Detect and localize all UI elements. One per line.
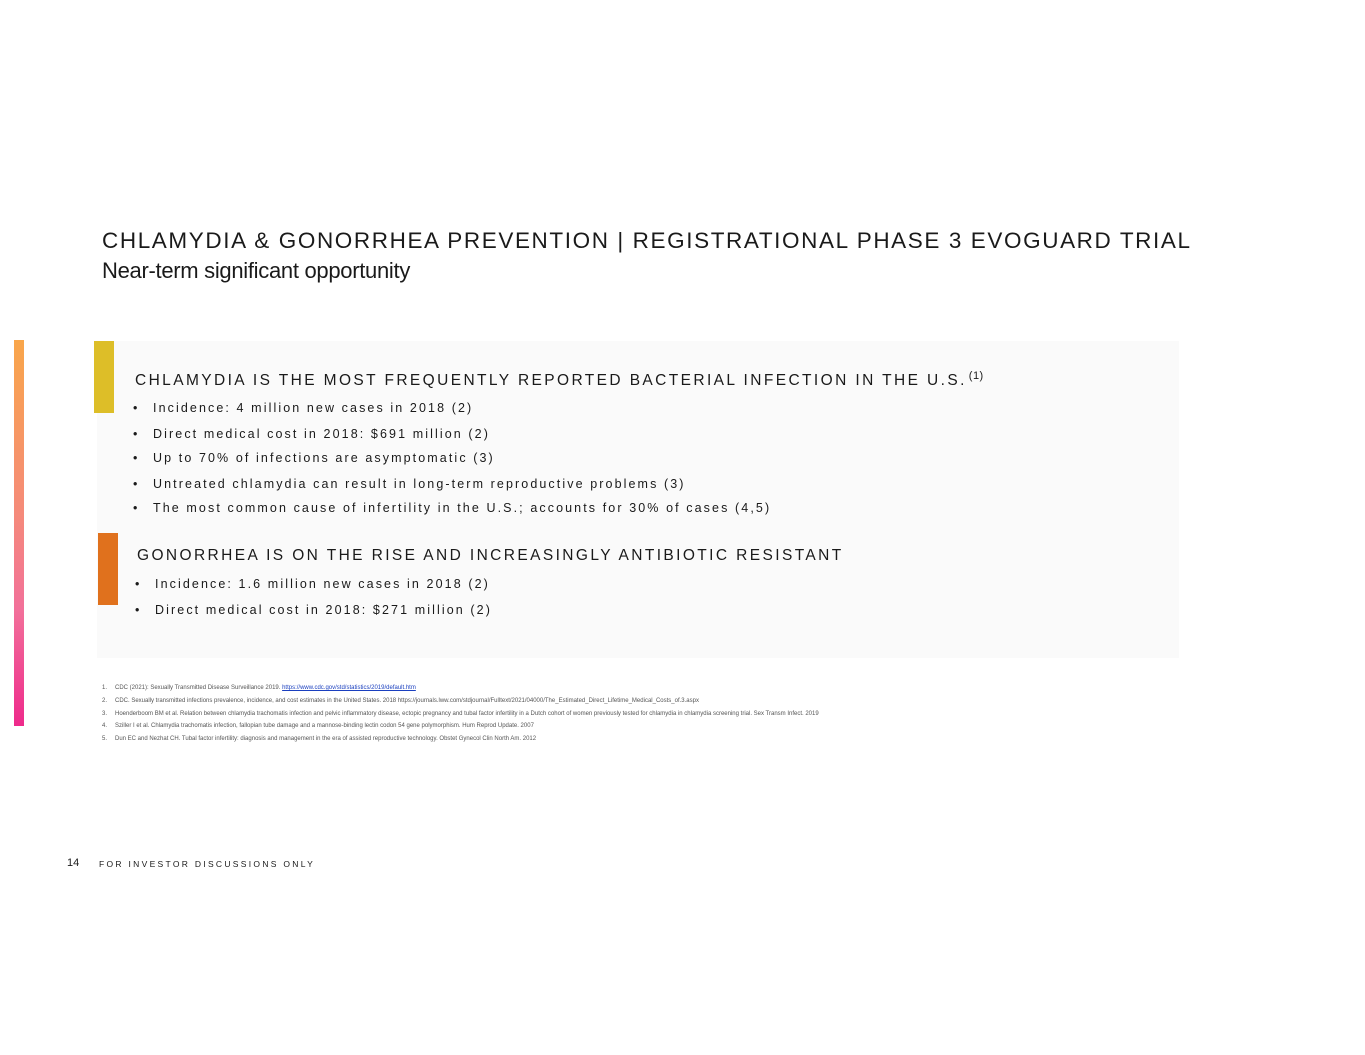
chlamydia-section-heading [135,370,984,390]
bullet-icon: • [135,577,140,591]
bullet-text: Direct medical cost in 2018: $691 million (2) [153,427,490,441]
bullet-text: Incidence: 4 million new cases in 2018 (2) [153,401,474,415]
footnote-number: 3. [102,710,108,717]
list-item [133,477,686,491]
chlamydia-accent-bar [94,341,114,413]
page-subtitle: Near-term significant opportunity [102,258,411,283]
bullet-icon: • [133,451,138,465]
bullet-icon: • [133,401,138,415]
footnotes [102,682,1102,746]
page-number: 14 [67,857,80,869]
chlamydia-heading-text: CHLAMYDIA IS THE MOST FREQUENTLY REPORTED BACTERIAL INFECTION IN THE U.S. [135,372,967,389]
bullet-icon: • [133,501,138,515]
bullet-icon: • [133,427,138,441]
footnote [102,720,1102,733]
footnote-text: Hoenderboom BM et al. Relation between chlamydia trachomatis infection and pelvic inflammatory disease, ectopic pregnancy and tubal factor infertility in a Dutch cohort of women previously tested for chlamydia in chlamydia screening trial. Sex Transm Infect. 2019 [115,710,819,717]
footnote-number: 5. [102,736,108,743]
list-item [135,603,492,617]
side-gradient-bar [14,340,24,726]
list-item [133,427,490,441]
list-item [133,451,495,465]
list-item [133,401,473,415]
gonorrhea-section-heading: GONORRHEA IS ON THE RISE AND INCREASINGLY ANTIBIOTIC RESISTANT [137,547,844,564]
bullet-text: Direct medical cost in 2018: $271 million (2) [155,603,492,617]
bullet-icon: • [135,603,140,617]
footnote [102,733,1102,746]
bullet-text: Up to 70% of infections are asymptomatic (3) [153,451,495,465]
gonorrhea-accent-bar [98,533,118,605]
footnote-text: CDC. Sexually transmitted infections prevalence, incidence, and cost estimates in the United States. 2018 https://journals.lww.com/stdjournal/Fulltext/2021/04000/The_Estimated_Direct_Lifetime_Medical_Costs_of.3.aspx [115,697,699,704]
footnote-text: Sziller I et al. Chlamydia trachomatis infection, fallopian tube damage and a mannose-binding lectin codon 54 gene polymorphism. Hum Reprod Update. 2007 [115,723,534,730]
bullet-text: Incidence: 1.6 million new cases in 2018 (2) [155,577,490,591]
footnote-number: 4. [102,723,108,730]
footnote [102,695,1102,708]
footnote-number: 2. [102,697,108,704]
list-item [135,577,490,591]
footer-disclaimer: FOR INVESTOR DISCUSSIONS ONLY [99,859,316,869]
footnote-text: Dun EC and Nezhat CH. Tubal factor infertility: diagnosis and management in the era of assisted reproductive technology. Obstet Gynecol Clin North Am. 2012 [115,736,537,743]
footnote [102,682,1102,695]
footnote-text: CDC (2021): Sexually Transmitted Disease Surveillance 2019. [115,685,281,691]
bullet-text: Untreated chlamydia can result in long-term reproductive problems (3) [153,477,686,491]
bullet-icon: • [133,477,138,491]
bullet-text: The most common cause of infertility in the U.S.; accounts for 30% of cases (4,5) [153,501,772,515]
footnote-link[interactable]: https://www.cdc.gov/std/statistics/2019/default.htm [282,685,416,691]
chlamydia-heading-footnote-ref: (1) [968,370,984,382]
page-title: CHLAMYDIA & GONORRHEA PREVENTION | REGISTRATIONAL PHASE 3 EVOGUARD TRIAL [102,228,1192,253]
footnote-number: 1. [102,685,108,691]
footnote [102,708,1102,721]
list-item [133,501,771,515]
